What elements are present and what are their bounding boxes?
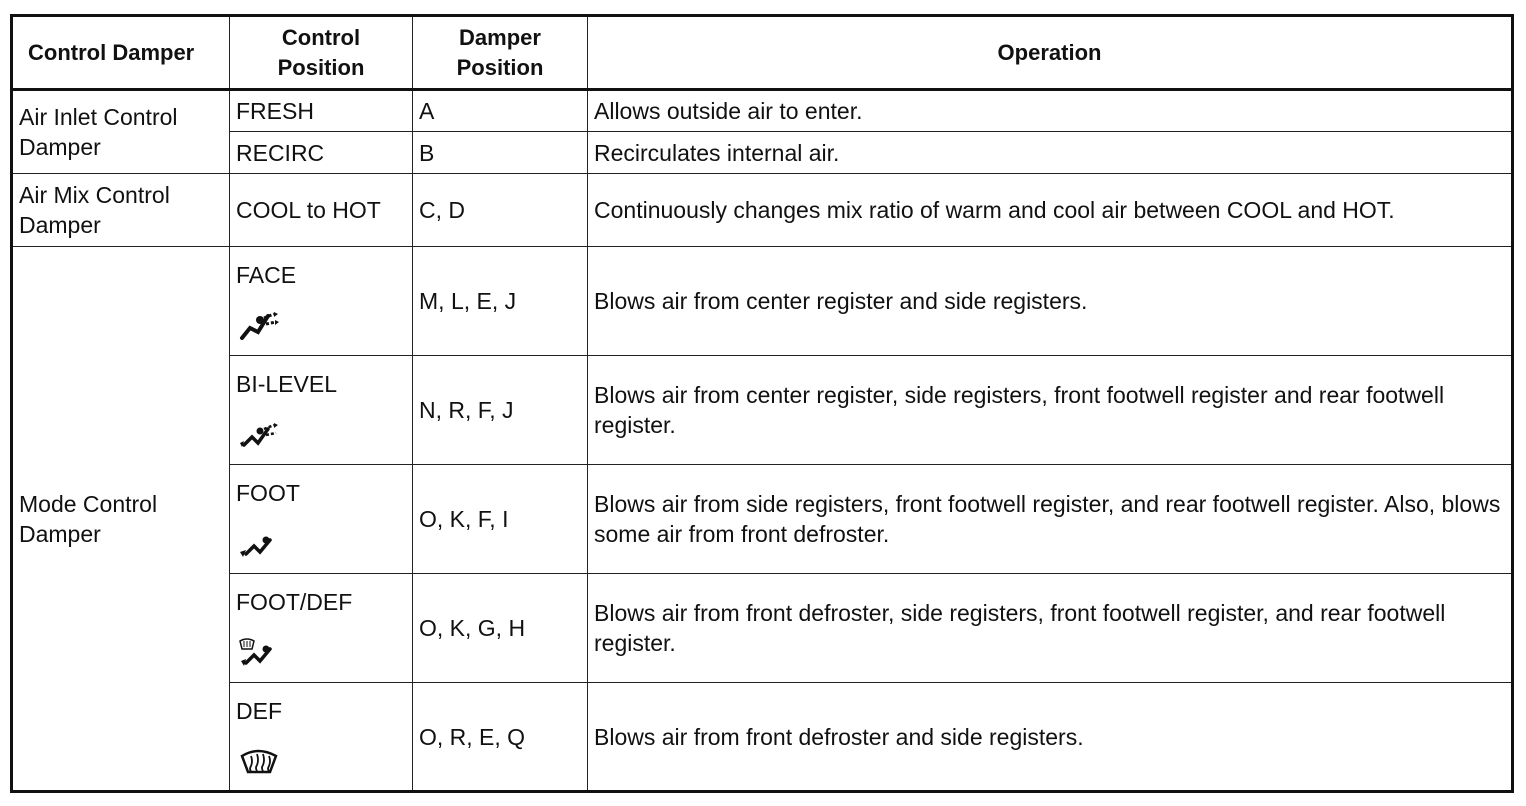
damper-position: M, L, E, J <box>413 247 588 356</box>
damper-air-mix: Air Mix Control Damper <box>12 174 230 247</box>
damper-position: B <box>413 132 588 174</box>
operation: Continuously changes mix ratio of warm and cool air between COOL and HOT. <box>588 174 1513 247</box>
damper-operation-table <box>10 14 1514 793</box>
damper-position: N, R, F, J <box>413 356 588 465</box>
damper-position: C, D <box>413 174 588 247</box>
table-row <box>12 574 1513 683</box>
foot-def-vent-icon <box>238 635 280 669</box>
operation: Allows outside air to enter. <box>588 90 1513 132</box>
position-label: DEF <box>236 697 282 724</box>
header-control-damper: Control Damper <box>12 16 230 90</box>
table-row <box>12 132 1513 174</box>
control-position: COOL to HOT <box>230 174 413 247</box>
face-vent-icon <box>238 308 280 342</box>
damper-position: O, R, E, Q <box>413 683 588 792</box>
operation: Blows air from front defroster and side registers. <box>588 683 1513 792</box>
table-row <box>12 247 1513 356</box>
bi-level-vent-icon <box>238 417 280 451</box>
defrost-icon <box>238 744 280 778</box>
damper-air-inlet: Air Inlet Control Damper <box>12 90 230 174</box>
control-position <box>230 683 413 792</box>
position-label: FACE <box>236 262 297 288</box>
damper-position: O, K, G, H <box>413 574 588 683</box>
position-label: FOOT/DEF <box>236 589 353 615</box>
control-position: RECIRC <box>230 132 413 174</box>
table-row <box>12 356 1513 465</box>
table-row <box>12 465 1513 574</box>
control-position <box>230 247 413 356</box>
control-position <box>230 465 413 574</box>
control-position <box>230 574 413 683</box>
damper-position: A <box>413 90 588 132</box>
control-position <box>230 356 413 465</box>
operation: Blows air from center register, side registers, front footwell register and rear footwell register. <box>588 356 1513 465</box>
header-operation: Operation <box>588 16 1513 90</box>
table-row <box>12 683 1513 792</box>
header-row <box>12 16 1513 90</box>
header-control-position: Control Position <box>230 16 413 90</box>
operation: Blows air from side registers, front footwell register, and rear footwell register. Also, blows some air from front defroster. <box>588 465 1513 574</box>
header-damper-position: Damper Position <box>413 16 588 90</box>
control-position: FRESH <box>230 90 413 132</box>
foot-vent-icon <box>238 526 280 560</box>
table-row <box>12 90 1513 132</box>
operation: Recirculates internal air. <box>588 132 1513 174</box>
damper-mode-control: Mode Control Damper <box>12 247 230 792</box>
operation: Blows air from front defroster, side registers, front footwell register, and rear footwell register. <box>588 574 1513 683</box>
position-label: FOOT <box>236 480 300 506</box>
table-row <box>12 174 1513 247</box>
damper-position: O, K, F, I <box>413 465 588 574</box>
operation: Blows air from center register and side registers. <box>588 247 1513 356</box>
position-label: BI-LEVEL <box>236 371 337 397</box>
